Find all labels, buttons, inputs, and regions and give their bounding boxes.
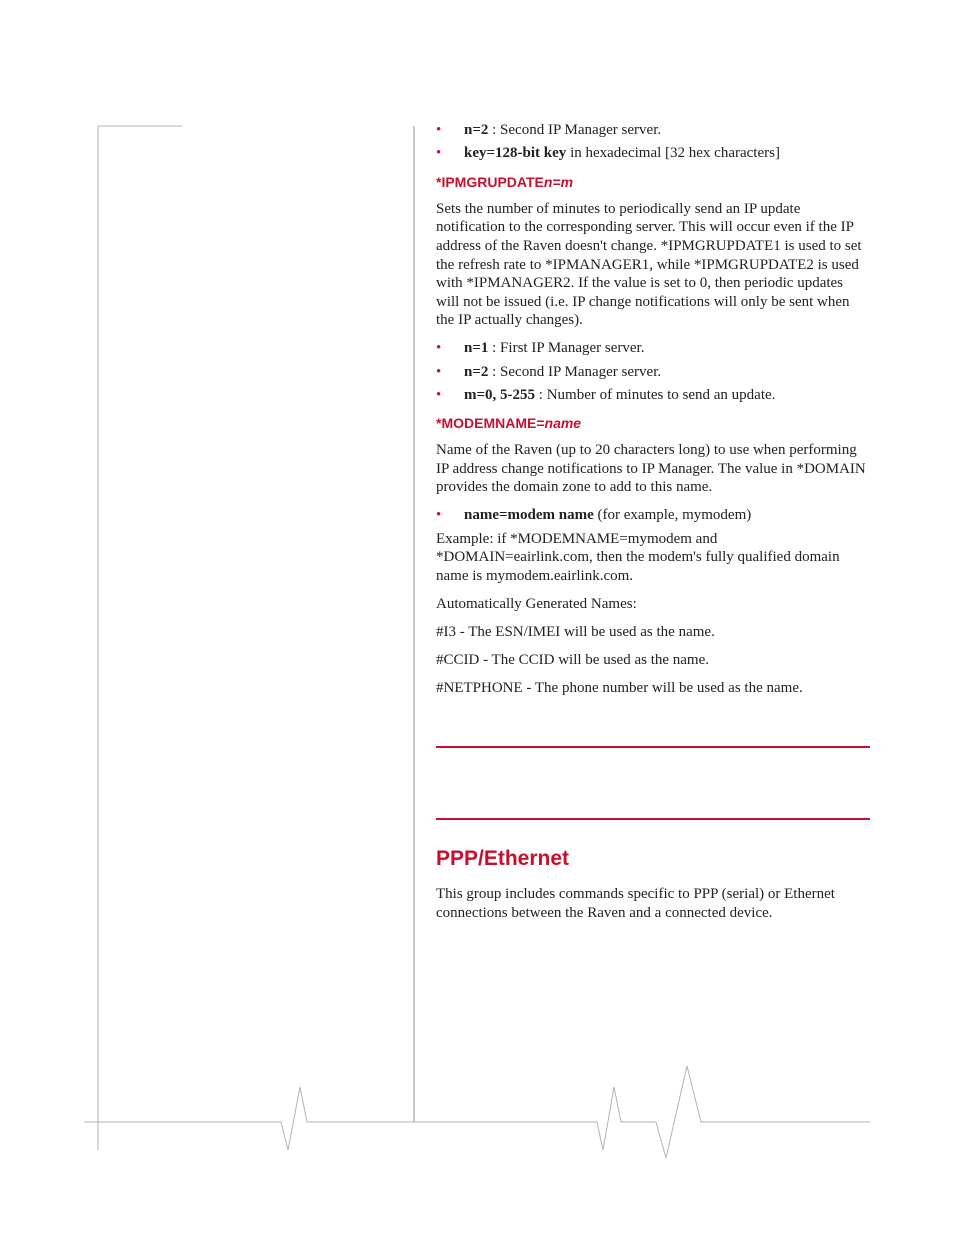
auto-name-ccid: #CCID - The CCID will be used as the name. — [436, 651, 710, 668]
list-item: • n=2 : Second IP Manager server. — [436, 121, 870, 140]
list-item: • n=2 : Second IP Manager server. — [436, 363, 870, 382]
section-start-rule — [436, 818, 870, 820]
list-item: • name=modem name (for example, mymodem) — [436, 506, 870, 525]
ipmgrupdate-bullet-list — [436, 339, 870, 404]
section-body — [436, 885, 870, 932]
modemname-bullet-list — [436, 506, 870, 525]
section-description: This group includes commands specific to PPP (serial) or Ethernet connections between the Raven and a connected device. — [436, 886, 835, 921]
ipmgrupdate-description: Sets the number of minutes to periodically send an IP update notification to the corresponding server. This will occur even if the IP address of the Raven doesn't change. *IPMGRUPDATE1 is used to set the refresh rate to *IPMANAGER1, while *IPMGRUPDATE2 is used with *IPMANAGER2. If the value is set to 0, then periodic updates will not be issued (i.e. IP change notifications will only be sent when the IP actually changes). — [436, 200, 862, 329]
top-bullet-list — [436, 121, 870, 163]
auto-name-netphone: #NETPHONE - The phone number will be used as the name. — [436, 679, 803, 696]
section-end-rule — [436, 746, 870, 748]
list-item: • key=128-bit key in hexadecimal [32 hex characters] — [436, 144, 870, 163]
auto-name-i3: #I3 - The ESN/IMEI will be used as the name. — [436, 623, 715, 640]
ipmgrupdate-heading: *IPMGRUPDATEn=m — [436, 173, 574, 190]
section-title: PPP/Ethernet — [436, 847, 570, 870]
modemname-heading: *MODEMNAME=name — [436, 415, 582, 432]
content-column — [436, 121, 870, 707]
list-item: • m=0, 5-255 : Number of minutes to send an update. — [436, 386, 870, 405]
auto-names-label: Automatically Generated Names: — [436, 595, 637, 612]
waveform-line — [84, 1066, 870, 1158]
modemname-description: Name of the Raven (up to 20 characters long) to use when performing IP address change notifications to IP Manager. The value in *DOMAIN provides the domain zone to add to this name. — [436, 442, 866, 496]
list-item: • n=1 : First IP Manager server. — [436, 339, 870, 358]
modemname-example: Example: if *MODEMNAME=mymodem and *DOMAIN=eairlink.com, then the modem's fully qualified domain name is mymodem.eairlink.com. — [436, 530, 840, 584]
